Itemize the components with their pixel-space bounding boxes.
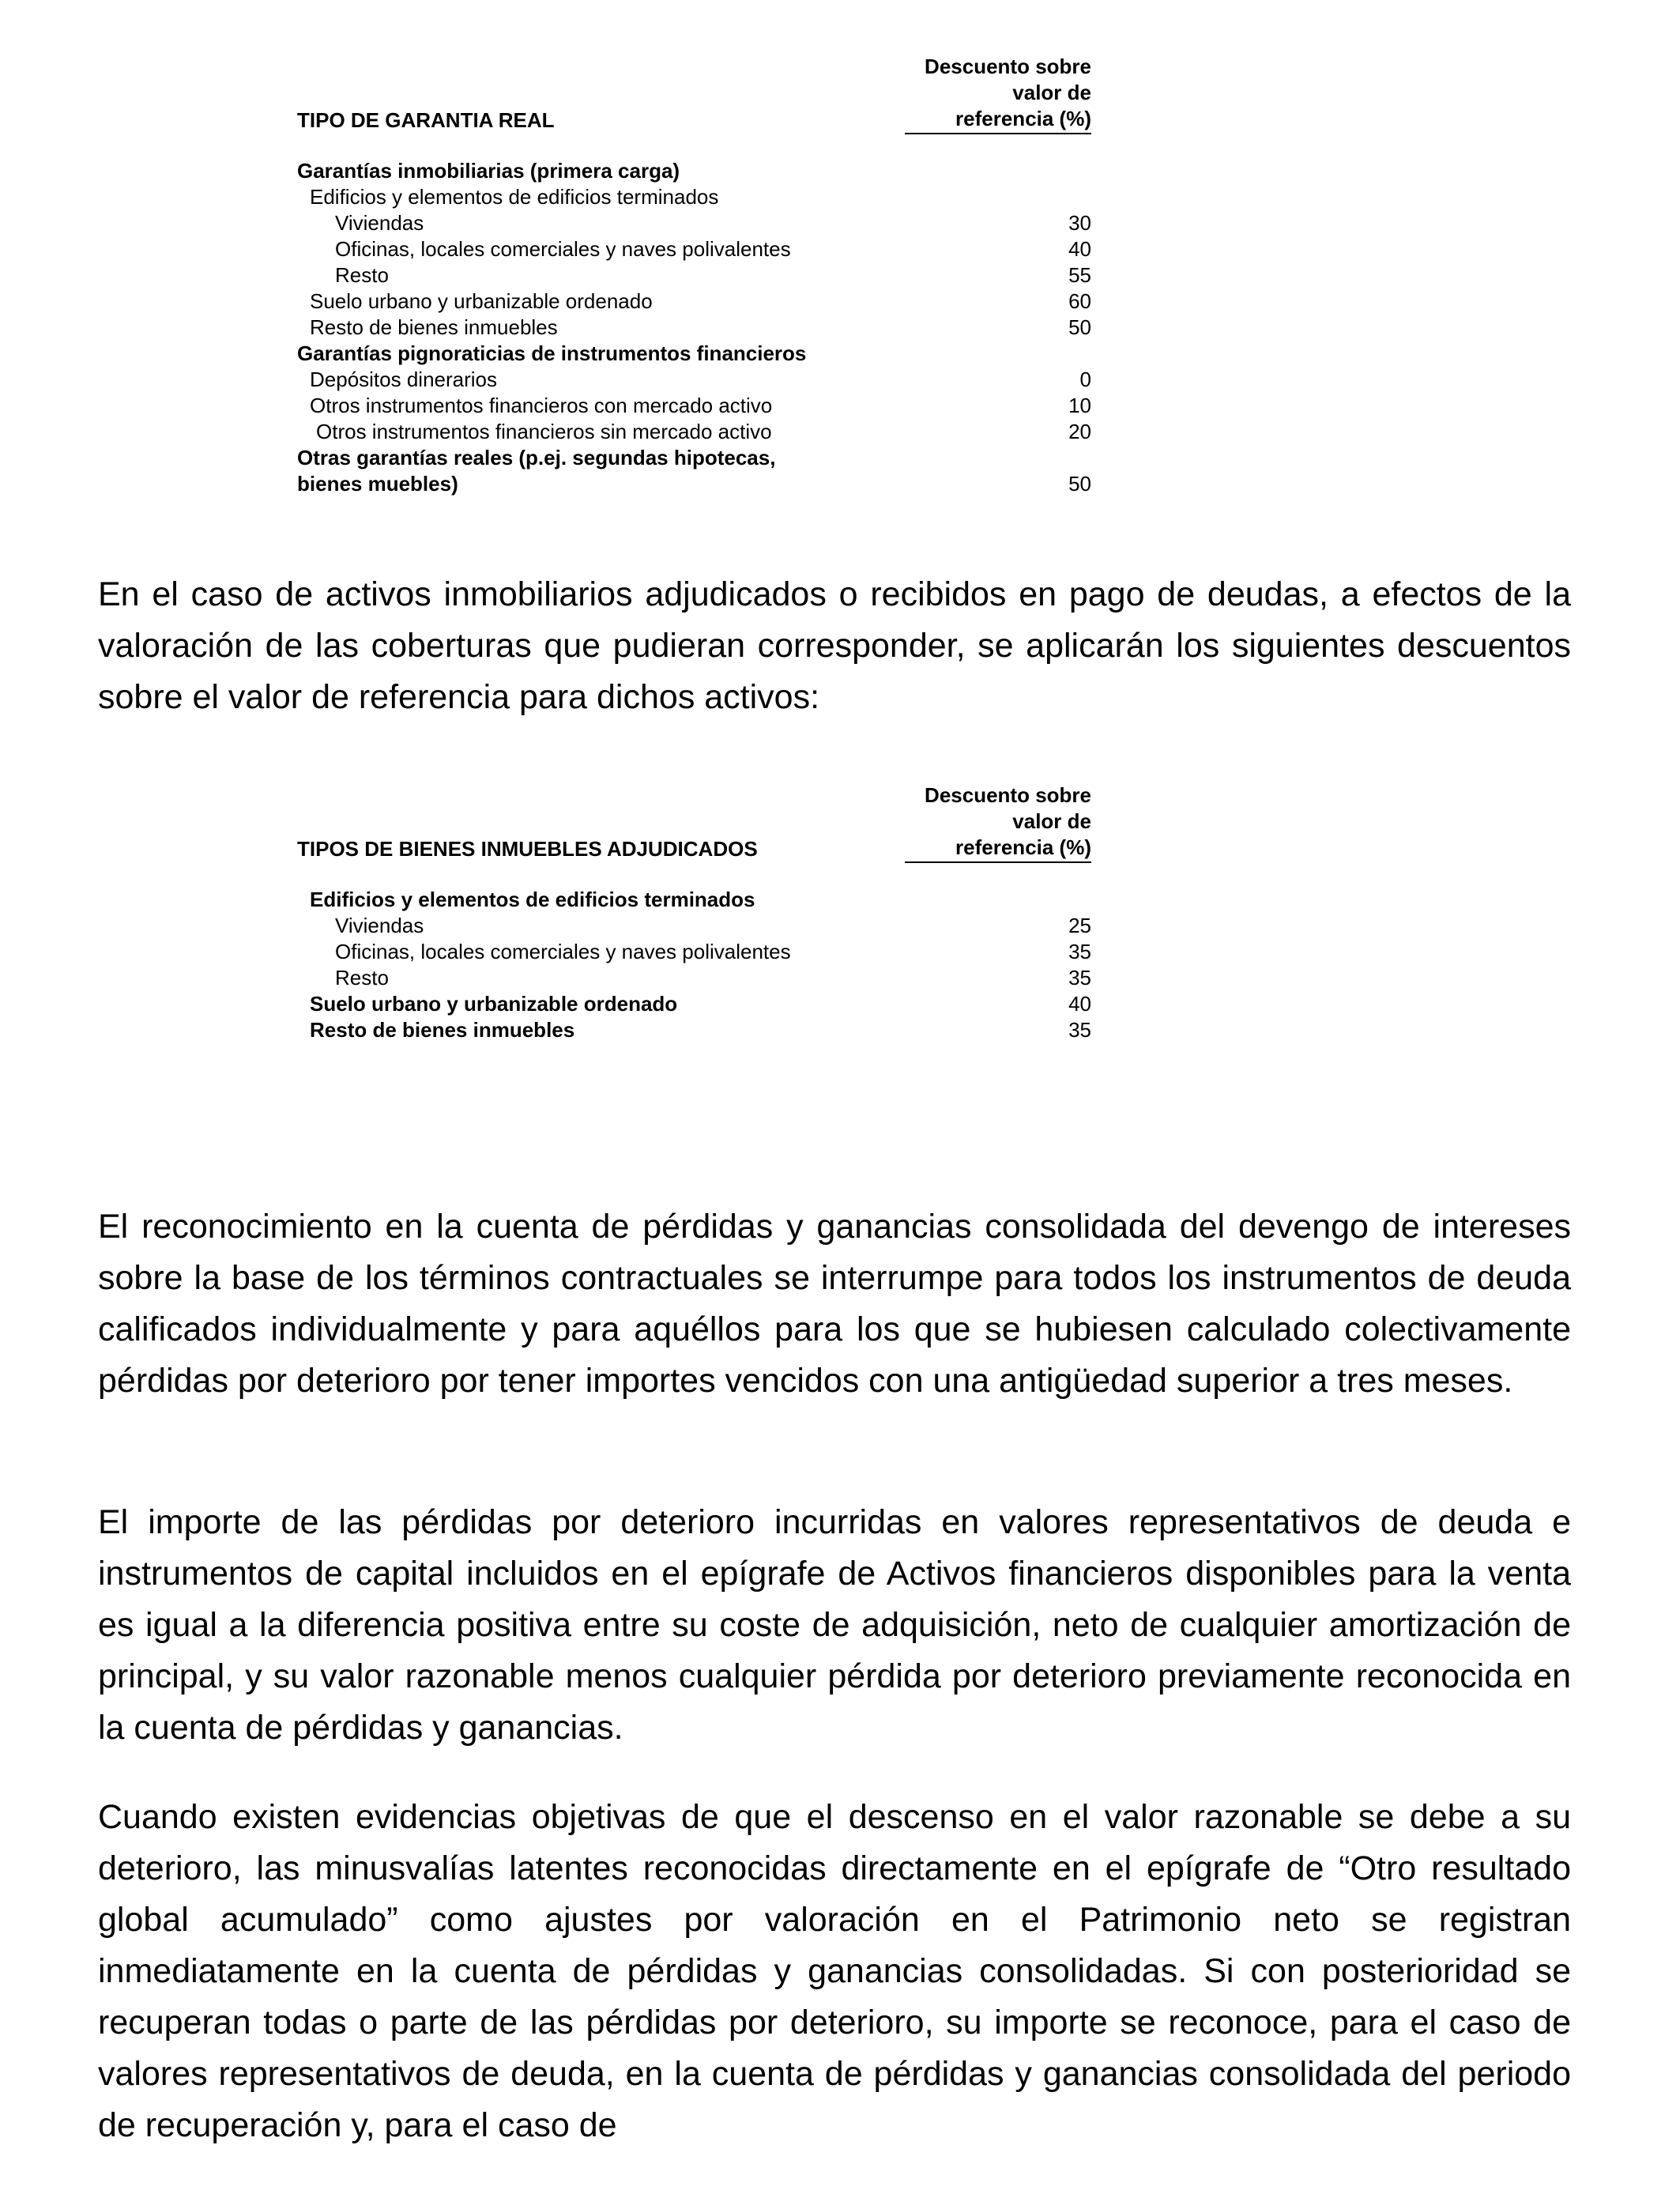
row-value: 35 — [1068, 940, 1091, 963]
table-row — [297, 393, 1091, 419]
row-label: Oficinas, locales comerciales y naves polivalentes — [335, 940, 791, 963]
header-line: referencia (%) — [955, 835, 1091, 859]
row-label: Suelo urbano y urbanizable ordenado — [310, 289, 653, 313]
table-row — [297, 965, 1091, 991]
row-value: 30 — [1068, 211, 1091, 235]
table-header — [297, 54, 1091, 134]
row-label: Suelo urbano y urbanizable ordenado — [310, 992, 678, 1016]
row-value: 40 — [1068, 992, 1091, 1016]
body-paragraph: El importe de las pérdidas por deterioro incurridas en valores representativos de deuda e instrumentos de capital incluidos en el epígrafe de Activos financieros disponibles para la venta es igual a la diferencia positiva entre su coste de adquisición, neto de cualquier amortización de principal, y su valor razonable menos cualquier pérdida por deterioro previamente reconocida en la cuenta de pérdidas y ganancias. — [98, 1503, 1571, 1747]
row-value: 55 — [1068, 263, 1091, 287]
table-row — [297, 939, 1091, 965]
table-row — [297, 367, 1091, 393]
table-row — [297, 445, 1091, 497]
row-label: Edificios y elementos de edificios terminados — [310, 185, 719, 209]
table-row — [297, 158, 1091, 184]
body-paragraph: El reconocimiento en la cuenta de pérdidas y ganancias consolidada del devengo de intereses sobre la base de los términos contractuales se interrumpe para todos los instrumentos de deuda calificados individualmente y para aquéllos para los que se hubiesen calculado colectivamente pérdidas por deterioro por tener importes vencidos con una antigüedad superior a tres meses. — [98, 1208, 1571, 1400]
table-row — [297, 419, 1091, 445]
row-label: Viviendas — [335, 211, 424, 235]
header-line: Descuento sobre — [925, 55, 1091, 78]
table-row — [297, 341, 1091, 367]
column-header-discount — [905, 782, 1091, 863]
row-label — [297, 445, 775, 497]
header-line: Descuento sobre — [925, 783, 1091, 807]
row-label-line: bienes muebles) — [297, 472, 458, 496]
body-paragraph: Cuando existen evidencias objetivas de que el descenso en el valor razonable se debe a su deterioro, las minusvalías latentes reconocidas directamente en el epígrafe de “Otro resultado global acumulado” como ajustes por valoración en el Patrimonio neto se registran inmediatamente en la cuenta de pérdidas y ganancias consolidadas. Si con posterioridad se recuperan todas o parte de las pérdidas por deterioro, su importe se reconoce, para el caso de valores representativos de deuda, en la cuenta de pérdidas y ganancias consolidada del periodo de recuperación y, para el caso de — [98, 1798, 1571, 2144]
row-value: 60 — [1068, 289, 1091, 313]
table-row — [297, 236, 1091, 262]
row-label: Resto — [335, 263, 389, 287]
row-label: Resto de bienes inmuebles — [310, 1018, 575, 1042]
header-line: valor de — [1012, 81, 1091, 104]
table-row — [297, 184, 1091, 210]
foreclosed-assets-discount-table — [297, 782, 1091, 1043]
row-label: Garantías pignoraticias de instrumentos financieros — [297, 341, 807, 365]
row-value: 20 — [1068, 420, 1091, 443]
row-label: Garantías inmobiliarias (primera carga) — [297, 159, 680, 183]
row-label: Resto — [335, 966, 389, 990]
row-label: Depósitos dinerarios — [310, 368, 498, 391]
table-row — [297, 288, 1091, 315]
row-label: Edificios y elementos de edificios terminados — [310, 888, 755, 911]
column-header-discount — [905, 54, 1091, 134]
row-label: Oficinas, locales comerciales y naves polivalentes — [335, 237, 791, 261]
row-value: 50 — [1068, 315, 1091, 339]
table-row — [297, 262, 1091, 288]
table-row — [297, 991, 1091, 1017]
column-header-type: TIPO DE GARANTIA REAL — [297, 108, 555, 132]
column-header-type: TIPOS DE BIENES INMUEBLES ADJUDICADOS — [297, 837, 758, 861]
table-row — [297, 1017, 1091, 1043]
collateral-discount-table — [297, 54, 1091, 497]
header-line: valor de — [1012, 809, 1091, 833]
table-row — [297, 913, 1091, 939]
row-value: 0 — [1079, 368, 1091, 391]
row-label: Otros instrumentos financieros con mercado activo — [310, 394, 773, 417]
header-line: referencia (%) — [955, 107, 1091, 130]
table-row — [297, 315, 1091, 341]
body-paragraph: En el caso de activos inmobiliarios adjudicados o recibidos en pago de deudas, a efectos de la valoración de las coberturas que pudieran corresponder, se aplicarán los siguientes descuentos sobre el valor de referencia para dichos activos: — [98, 575, 1571, 716]
row-label-line: Otras garantías reales (p.ej. segundas hipotecas, — [297, 446, 776, 469]
row-value: 25 — [1068, 914, 1091, 937]
row-label: Otros instrumentos financieros sin mercado activo — [316, 420, 772, 443]
table-header — [297, 782, 1091, 863]
row-value: 10 — [1068, 394, 1091, 417]
table-row — [297, 887, 1091, 913]
row-value: 50 — [1068, 472, 1091, 496]
row-label: Viviendas — [335, 914, 424, 937]
row-value: 40 — [1068, 237, 1091, 261]
table-row — [297, 210, 1091, 236]
row-label: Resto de bienes inmuebles — [310, 315, 558, 339]
row-value: 35 — [1068, 966, 1091, 990]
row-value: 35 — [1068, 1018, 1091, 1042]
